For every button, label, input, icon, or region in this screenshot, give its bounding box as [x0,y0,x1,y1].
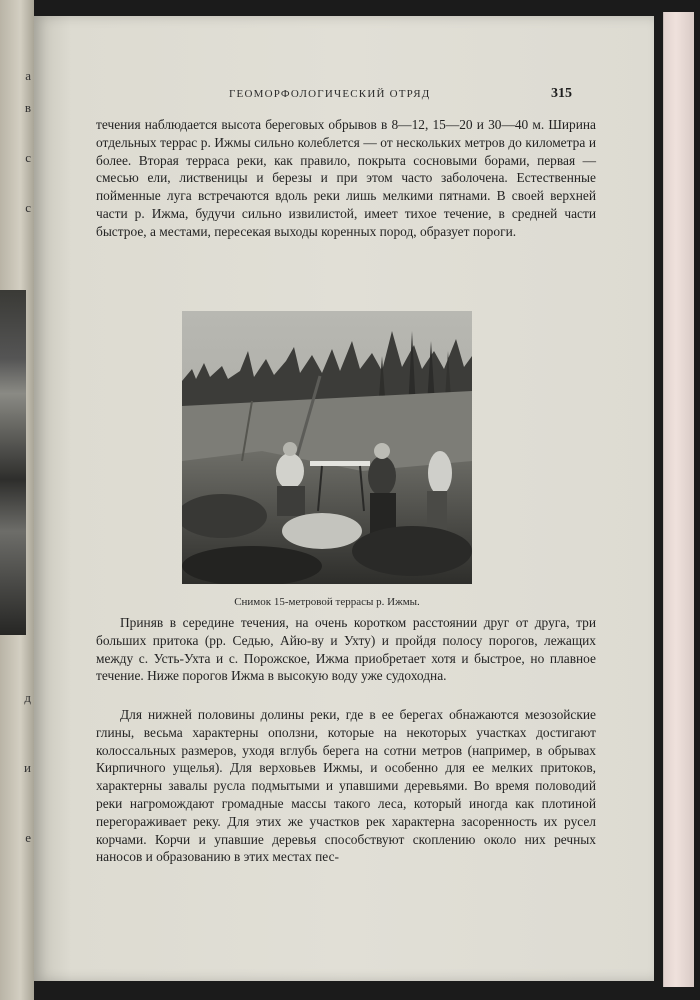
figure-caption: Снимок 15-метровой террасы р. Ижмы. [234,596,420,608]
paragraph: Приняв в середине течения, на очень коротком расстоянии друг от друга, три больших притока (рр. Седью, Айю-ву и Ухту) и пройдя полосу порогов, лежащих между с. Усть-Ухта и с. Порожское, Ижма приобретает хотя и быстрое, но плавное течение. Ниже порогов Ижма в высокую воду уже судоходна. [96,615,596,684]
left-page-edge [0,0,34,1000]
left-page-photo [0,290,26,635]
left-text-fragment: с [25,150,32,165]
paragraph: Для нижней половины долины реки, где в ее берегах обнажаются мезозойские глины, весьма характерны оползни, которые на некоторых участках достигают колоссальных размеров, уходя вглубь берега на сотни метров (например, в обрывах Кирпичного ущелья). Для верховьев Ижмы, и особенно для ее мелких притоков, характерны завалы русла подмытыми и упавшими деревьями. Во время половодий реки нагромождают громадные массы такого леса, который иногда как плотиной перегораживает реку. Для этих же участков рек характерна засоренность их русел корчами. Корчи и упавшие деревья способствуют скоплению около них речных наносов и образованию в этих местах пес- [96,707,596,865]
book-page [34,16,654,981]
page-number: 315 [551,86,572,101]
left-text-fragment: е [25,830,32,845]
figure-photo [182,311,472,584]
left-text-fragment: и [24,760,32,775]
page-stack-edge [663,12,694,987]
running-head: ГЕОМОРФОЛОГИЧЕСКИЙ ОТРЯД [229,88,431,100]
left-text-fragment: д [24,690,32,705]
paragraph: течения наблюдается высота береговых обрывов в 8—12, 15—20 и 30—40 м. Ширина отдельных террас р. Ижмы сильно колеблется — от нескольких метров до километра и более. Вторая терраса реки, как правило, покрыта сосновыми борами, первая — смесью ели, лиственицы и березы и при этом часто заболочена. Естественные пойменные луга встречаются вдоль реки лишь мелкими пятнами. В своей верхней части р. Ижма, будучи сильно извилистой, имеет тихое течение, в средней части быстрое, а местами, пересекая выходы коренных пород, образует пороги. [96,117,596,239]
left-text-fragment: в [24,100,32,115]
left-text-fragment: с [25,200,32,215]
left-text-fragment: а [25,68,32,83]
